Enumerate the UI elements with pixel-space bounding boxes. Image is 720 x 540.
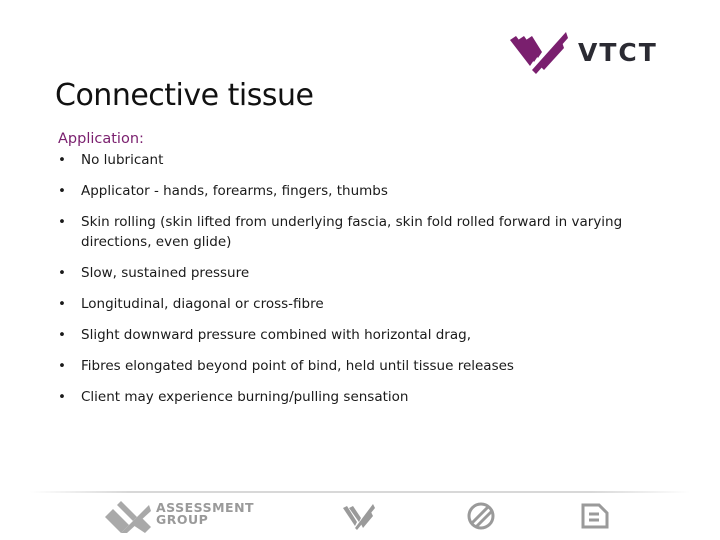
bullet-text: Applicator - hands, forearms, fingers, thumbs	[81, 183, 388, 199]
assessment-group-text	[156, 502, 254, 526]
bullet-item	[58, 263, 648, 283]
bullet-item	[58, 387, 648, 407]
vtct-small-logo-icon	[343, 502, 375, 530]
bullet-text: Longitudinal, diagonal or cross-fibre	[81, 296, 324, 312]
assessment-text: ASSESSMENT	[156, 500, 255, 515]
bullet-point: •	[58, 152, 66, 168]
application-subtitle: Application:	[58, 131, 144, 147]
bullet-point: •	[58, 183, 66, 199]
slide-title: Connective tissue	[55, 78, 314, 113]
vtct-logo-text: VTCT	[578, 37, 658, 67]
bullet-item	[58, 325, 648, 345]
bullet-item	[58, 181, 648, 201]
bullet-text: No lubricant	[81, 152, 164, 168]
bullet-item	[58, 150, 648, 170]
globe-logo-icon	[466, 501, 496, 531]
vtct-logo-mark-icon	[510, 30, 568, 74]
bullet-list	[58, 150, 648, 418]
bullet-item	[58, 294, 648, 314]
bullet-item	[58, 212, 648, 252]
bullet-point: •	[58, 214, 66, 230]
bullet-item	[58, 356, 648, 376]
bullet-text: Client may experience burning/pulling sensation	[81, 389, 409, 405]
bullet-text: Fibres elongated beyond point of bind, held until tissue releases	[81, 358, 514, 374]
footer-divider	[30, 491, 690, 493]
bullet-text: Slow, sustained pressure	[81, 265, 250, 281]
bullet-text: Slight downward pressure combined with horizontal drag,	[81, 327, 471, 343]
bullet-point: •	[58, 389, 66, 405]
group-text: GROUP	[156, 512, 209, 527]
bullet-text: Skin rolling (skin lifted from underlying fascia, skin fold rolled forward in varying directions, even glide)	[81, 214, 623, 250]
bullet-point: •	[58, 265, 66, 281]
vtct-logo	[510, 26, 675, 78]
footer	[0, 498, 720, 536]
bullet-point: •	[58, 296, 66, 312]
bullet-point: •	[58, 358, 66, 374]
bullet-point: •	[58, 327, 66, 343]
document-logo-icon	[581, 501, 609, 531]
assessment-group-logo-icon	[105, 501, 151, 533]
